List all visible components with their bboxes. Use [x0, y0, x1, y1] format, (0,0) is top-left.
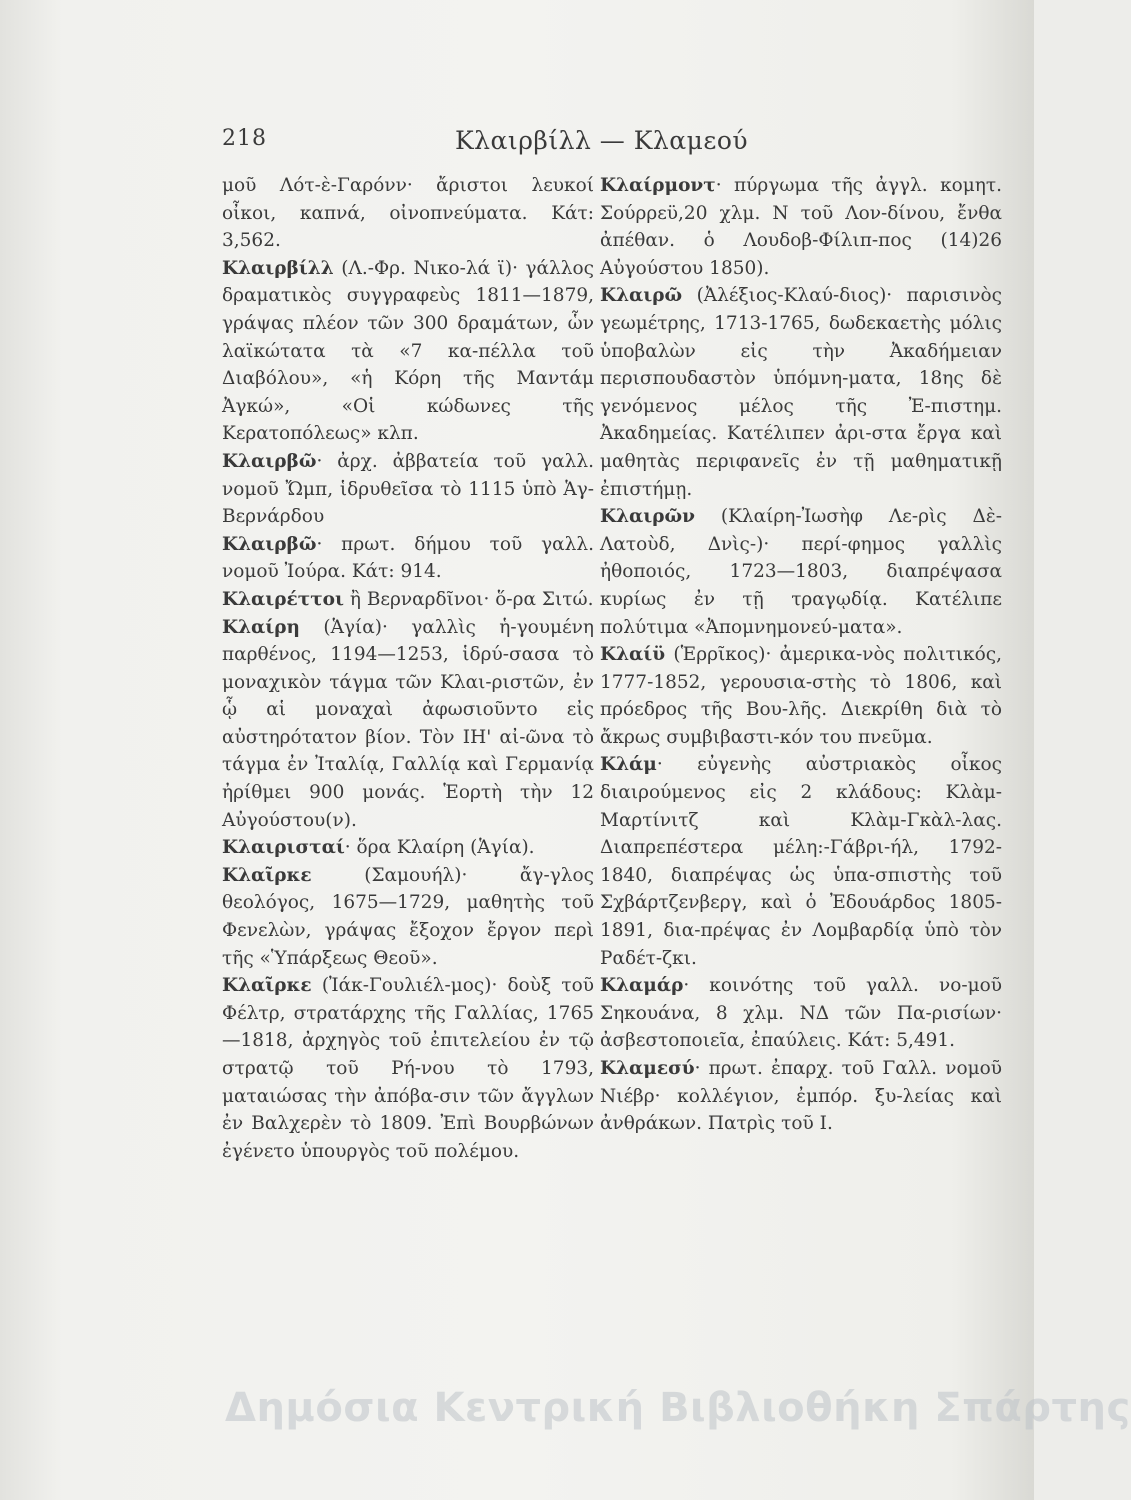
- entry-text: · πρωτ. δήμου τοῦ γαλλ. νομοῦ Ἰούρα. Κάτ: 914.: [222, 533, 594, 583]
- entry: [222, 531, 594, 586]
- entry-text: · κοινότης τοῦ γαλλ. νο-μοῦ Σηκουάνα, 8 χλμ. ΝΔ τῶν Πα-ρισίων· ἀσβεστοποιεῖα, ἐπαύλεις. Κάτ: 5,491.: [600, 975, 1002, 1052]
- entry-text: ἢ Βερναρδῖνοι· ὅ-ρα Σιτώ.: [343, 588, 594, 610]
- entry-text: · εὐγενὴς αὐστριακὸς οἶκος διαιρούμενος εἰς 2 κλάδους: Κλὰμ-Μαρτίνιτζ καὶ Κλὰμ-Γκὰλ-λας. Διαπρεπέστερα μέλη:-Γάβρι-ήλ, 1792-1840, διαπρέψας ὡς ὑπα-σπιστὴς τοῦ Σχβάρτζενβεργ, καὶ ὁ Ἐδουάρδος 1805-1891, δια-πρέψας ἐν Λομβαρδίᾳ ὑπὸ τὸν Ραδέτ-ζκι.: [600, 754, 1002, 969]
- entry-headword: Κλαῖρκε: [222, 975, 312, 997]
- entry-text: (Κλαίρη-Ἰωσὴφ Λε-ρὶς Δὲ-Λατοὺδ, Δνὶς-)· περί-φημος γαλλὶς ἠθοποιός, 1723—1803, διαπρέψασα κυρίως ἐν τῇ τραγῳδίᾳ. Κατέλιπε πολύτιμα «Ἀπομνημονεύ-ματα».: [600, 506, 1002, 638]
- entry-headword: Κλάμ: [600, 754, 657, 776]
- entry-text: (Ἰάκ-Γουλιέλ-μος)· δοὺξ τοῦ Φέλτρ, στρατάρχης τῆς Γαλλίας, 1765—1818, ἀρχηγὸς τοῦ ἐπιτελείου ἐν τῷ στρατῷ τοῦ Ρή-νου τὸ 1793, ματαιώσας τὴν ἀπόβα-σιν τῶν ἄγγλων ἐν Βαλχερὲν τὸ 1809. Ἐπὶ Βουρβώνων ἐγένετο ὑπουργὸς τοῦ πολέμου.: [222, 975, 594, 1162]
- entry: [222, 972, 594, 1165]
- entry: [600, 172, 1002, 282]
- entry-headword: Κλαμάρ: [600, 975, 684, 997]
- entry-text: · πύργωμα τῆς ἀγγλ. κομητ. Σούρρεϋ,20 χλμ. Ν τοῦ Λον-δίνου, ἔνθα ἀπέθαν. ὁ Λουδοβ-Φίλιπ-πος (14)26 Αὐγούστου 1850).: [600, 175, 1002, 279]
- entry-headword: Κλαιρβίλλ: [222, 257, 334, 279]
- entry-headword: Κλαιρῶν: [600, 506, 695, 528]
- entry-text: · ἀρχ. ἀββατεία τοῦ γαλλ. νομοῦ Ὤμπ, ἱδρυθεῖσα τὸ 1115 ὑπὸ Ἁγ-Βερνάρδου: [222, 450, 594, 528]
- entry-text: · ὅρα Κλαίρη (Ἁγία).: [344, 837, 535, 859]
- entry-headword: Κλαιρῶ: [600, 285, 683, 307]
- entry-headword: Κλαιρβῶ: [222, 533, 317, 555]
- entry: [222, 834, 594, 862]
- page-header: [0, 126, 1034, 166]
- entry: [222, 586, 594, 614]
- right-column: [600, 172, 1002, 1138]
- entry: [222, 172, 594, 255]
- page-number: 218: [222, 126, 267, 151]
- entry-text: · πρωτ. ἐπαρχ. τοῦ Γαλλ. νομοῦ Νιέβρ· κολλέγιον, ἐμπόρ. ξυ-λείας καὶ ἀνθράκων. Πατρὶς τοῦ Ι.: [600, 1058, 1002, 1135]
- entry: [600, 972, 1002, 1055]
- entry: [222, 614, 594, 835]
- library-watermark: Δημόσια Κεντρική Βιβλιοθήκη Σπάρτης: [225, 1385, 1131, 1431]
- entry: [222, 862, 594, 972]
- entry-headword: Κλαιρβῶ: [222, 450, 317, 472]
- entry-text: (Ἁγία)· γαλλὶς ἡ-γουμένη παρθένος, 1194—1253, ἱδρύ-σασα τὸ μοναχικὸν τάγμα τῶν Κλαι-ριστῶν, ἐν ᾧ αἱ μοναχαὶ ἀφωσιοῦντο εἰς αὐστηρότατον βίον. Τὸν ΙΗ' αἰ-ῶνα τὸ τάγμα ἐν Ἰταλίᾳ, Γαλλίᾳ καὶ Γερμανίᾳ ἠρίθμει 900 μονάς. Ἑορτὴ τὴν 12 Αὐγούστου(ν).: [222, 616, 594, 831]
- entry-text: (Λ.-Φρ. Νικο-λά ϊ)· γάλλος δραματικὸς συγγραφεὺς 1811—1879, γράψας πλέον τῶν 300 δραμάτων, ὧν λαϊκώτατα τὰ «7 κα-πέλλα τοῦ Διαβόλου», «ἡ Κόρη τῆς Μαντάμ Ἀγκώ», «Οἱ κώδωνες τῆς Κερατοπόλεως» κλπ.: [222, 257, 594, 445]
- left-column: [222, 172, 594, 1165]
- entry-text: μοῦ Λότ-ὲ-Γαρόνν· ἄριστοι λευκοί οἶκοι, καπνά, οἰνοπνεύματα. Κάτ: 3,562.: [222, 175, 594, 252]
- entry: [600, 282, 1002, 503]
- entry: [600, 503, 1002, 641]
- entry: [222, 255, 594, 448]
- entry-headword: Κλαίρη: [222, 616, 300, 638]
- entry-text: (Σαμουήλ)· ἄγ-γλος θεολόγος, 1675—1729, μαθητὴς τοῦ Φενελὼν, γράψας ἔξοχον ἔργον περὶ τῆς «Ὑπάρξεως Θεοῦ».: [222, 864, 594, 969]
- entry: [600, 751, 1002, 972]
- entry-headword: Κλαίϋ: [600, 644, 666, 666]
- entry-headword: Κλαιρισταί: [222, 837, 345, 859]
- entry: [600, 641, 1002, 751]
- entry-headword: Κλαῖρκε: [222, 864, 312, 886]
- entry: [222, 448, 594, 531]
- entry-text: (Ἀλέξιος-Κλαύ-διος)· παρισινὸς γεωμέτρης, 1713-1765, δωδεκαετὴς μόλις ὑποβαλὼν εἰς τὴν Ἀκαδήμειαν περισπουδαστὸν ὑπόμνη-ματα, 18ης δὲ γενόμενος μέλος τῆς Ἐ-πιστημ. Ἀκαδημείας. Κατέλιπεν ἀρι-στα ἔργα καὶ μαθητὰς περιφανεῖς ἐν τῇ μαθηματικῇ ἐπιστήμῃ.: [600, 285, 1002, 500]
- entry-headword: Κλαίρμοντ: [600, 175, 716, 196]
- entry: [600, 1055, 1002, 1138]
- running-head: Κλαιρβίλλ — Κλαμεού: [455, 126, 749, 155]
- entry-headword: Κλαμεσύ: [600, 1058, 695, 1079]
- entry-text: (Ἑρρῖκος)· ἀμερικα-νὸς πολιτικός, 1777-1852, γερουσια-στὴς τὸ 1806, καὶ πρόεδρος τῆς Βου-λῆς. Διεκρίθη διὰ τὸ ἄκρως συμβιβαστι-κόν του πνεῦμα.: [600, 644, 1002, 748]
- entry-headword: Κλαιρέττοι: [222, 588, 344, 610]
